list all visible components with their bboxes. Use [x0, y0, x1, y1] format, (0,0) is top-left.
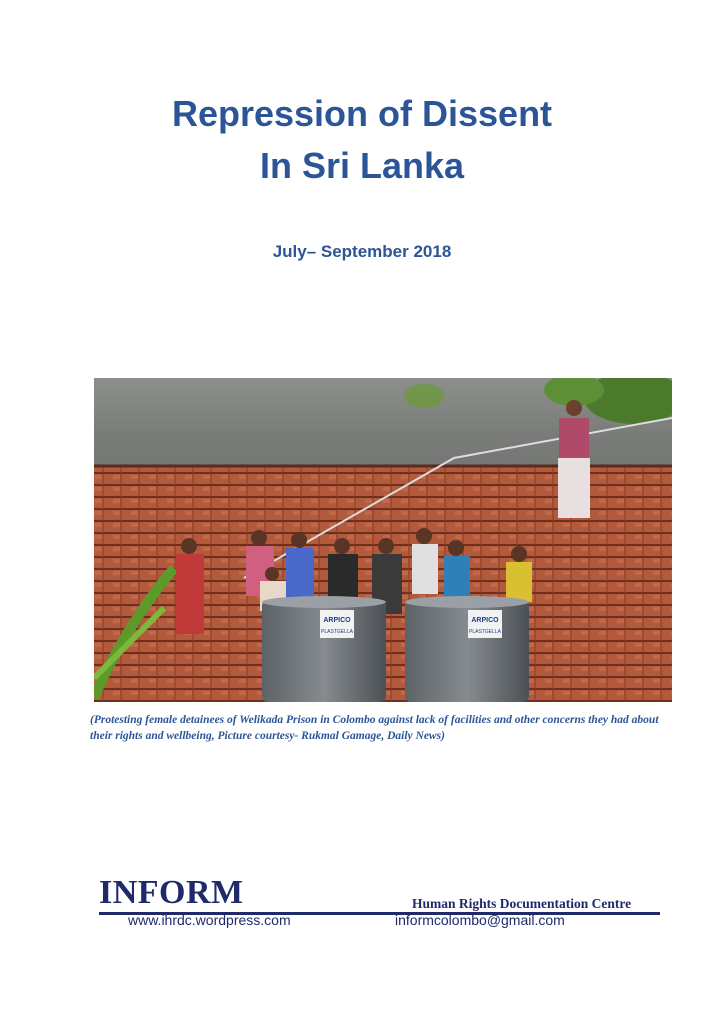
email-text: informcolombo@gmail.com — [395, 912, 565, 928]
website-text: www.ihrdc.wordpress.com — [128, 912, 291, 928]
document-title — [0, 88, 724, 192]
title-line-2: In Sri Lanka — [259, 145, 465, 186]
report-period: July– September 2018 — [272, 242, 452, 261]
tank-model-right: PLASTGELLA — [469, 629, 501, 635]
centre-name: Human Rights Documentation Centre — [412, 896, 632, 911]
cover-photo — [94, 378, 672, 702]
tank-brand-right: ARPICO — [471, 617, 499, 624]
tank-label-right — [468, 610, 502, 638]
photo-caption: (Protesting female detainees of Welikada Prison in Colombo against lack of facilities and other concerns they had about their rights and wellbeing, Picture courtesy- Rukmal Gamage, Daily News) — [90, 714, 659, 742]
org-logo-text: INFORM — [99, 874, 244, 911]
tank-brand-left: ARPICO — [323, 617, 351, 624]
cover-photo-illustration — [94, 378, 672, 702]
tank-label-left — [320, 610, 354, 638]
tank-model-left: PLASTGELLA — [321, 629, 353, 635]
title-line-1: Repression of Dissent — [171, 93, 553, 134]
